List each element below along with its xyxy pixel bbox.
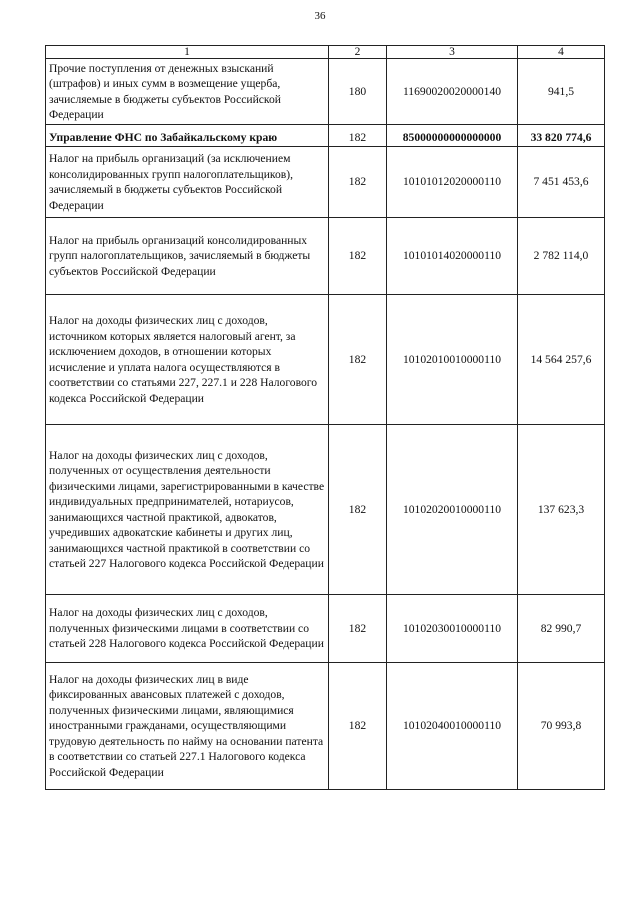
budget-revenue-table xyxy=(45,45,605,790)
table-row xyxy=(46,218,605,295)
column-header-2: 2 xyxy=(329,46,387,59)
row-name: Налог на доходы физических лиц с доходов, источником которых является налоговый агент, за исключением доходов, в отношении которых исчисление и уплата налога осуществляются в соответствии со статьями 227, 227.1 и 228 Налогового кодекса Российской Федерации xyxy=(46,295,329,425)
table-row xyxy=(46,147,605,218)
table-row xyxy=(46,595,605,663)
table-header-row xyxy=(46,46,605,59)
row-name: Управление ФНС по Забайкальскому краю xyxy=(46,125,329,147)
row-admin-code: 180 xyxy=(329,59,387,125)
row-classification-code: 85000000000000000 xyxy=(387,125,518,147)
row-amount: 137 623,3 xyxy=(518,425,605,595)
row-name: Налог на доходы физических лиц с доходов, полученных от осуществления деятельности физическими лицами, зарегистрированными в качестве индивидуальных предпринимателей, нотариусов, занимающихся частной практикой, адвокатов, учредивших адвокатские кабинеты и других лиц, занимающихся частной практикой в соответствии со статьей 227 Налогового кодекса Российской Федерации xyxy=(46,425,329,595)
row-classification-code: 10102010010000110 xyxy=(387,295,518,425)
column-header-1: 1 xyxy=(46,46,329,59)
table-row xyxy=(46,295,605,425)
row-admin-code: 182 xyxy=(329,147,387,218)
row-admin-code: 182 xyxy=(329,125,387,147)
row-admin-code: 182 xyxy=(329,595,387,663)
column-header-3: 3 xyxy=(387,46,518,59)
row-classification-code: 10102030010000110 xyxy=(387,595,518,663)
table-row xyxy=(46,663,605,790)
row-amount: 7 451 453,6 xyxy=(518,147,605,218)
row-classification-code: 10101014020000110 xyxy=(387,218,518,295)
row-amount: 941,5 xyxy=(518,59,605,125)
page-number: 36 xyxy=(314,10,326,22)
row-admin-code: 182 xyxy=(329,425,387,595)
row-name: Налог на доходы физических лиц с доходов, полученных физическими лицами в соответствии со статьей 228 Налогового кодекса Российской Федерации xyxy=(46,595,329,663)
row-classification-code: 10101012020000110 xyxy=(387,147,518,218)
row-classification-code: 10102020010000110 xyxy=(387,425,518,595)
row-name: Налог на прибыль организаций консолидированных групп налогоплательщиков, зачисляемый в бюджеты субъектов Российской Федерации xyxy=(46,218,329,295)
table-row xyxy=(46,425,605,595)
table-row-section xyxy=(46,125,605,147)
row-admin-code: 182 xyxy=(329,663,387,790)
row-admin-code: 182 xyxy=(329,295,387,425)
row-admin-code: 182 xyxy=(329,218,387,295)
row-classification-code: 11690020020000140 xyxy=(387,59,518,125)
row-amount: 70 993,8 xyxy=(518,663,605,790)
column-header-4: 4 xyxy=(518,46,605,59)
row-classification-code: 10102040010000110 xyxy=(387,663,518,790)
row-name: Налог на доходы физических лиц в виде фиксированных авансовых платежей с доходов, полученных физическими лицами, являющимися иностранными гражданами, осуществляющими трудовую деятельность по найму на основании патента в соответствии со статьей 227.1 Налогового кодекса Российской Федерации xyxy=(46,663,329,790)
row-amount: 82 990,7 xyxy=(518,595,605,663)
row-amount: 2 782 114,0 xyxy=(518,218,605,295)
row-name: Прочие поступления от денежных взысканий (штрафов) и иных сумм в возмещение ущерба, зачисляемые в бюджеты субъектов Российской Федерации xyxy=(46,59,329,125)
row-amount: 33 820 774,6 xyxy=(518,125,605,147)
row-amount: 14 564 257,6 xyxy=(518,295,605,425)
row-name: Налог на прибыль организаций (за исключением консолидированных групп налогоплательщиков), зачисляемый в бюджеты субъектов Российской Федерации xyxy=(46,147,329,218)
table-row xyxy=(46,59,605,125)
